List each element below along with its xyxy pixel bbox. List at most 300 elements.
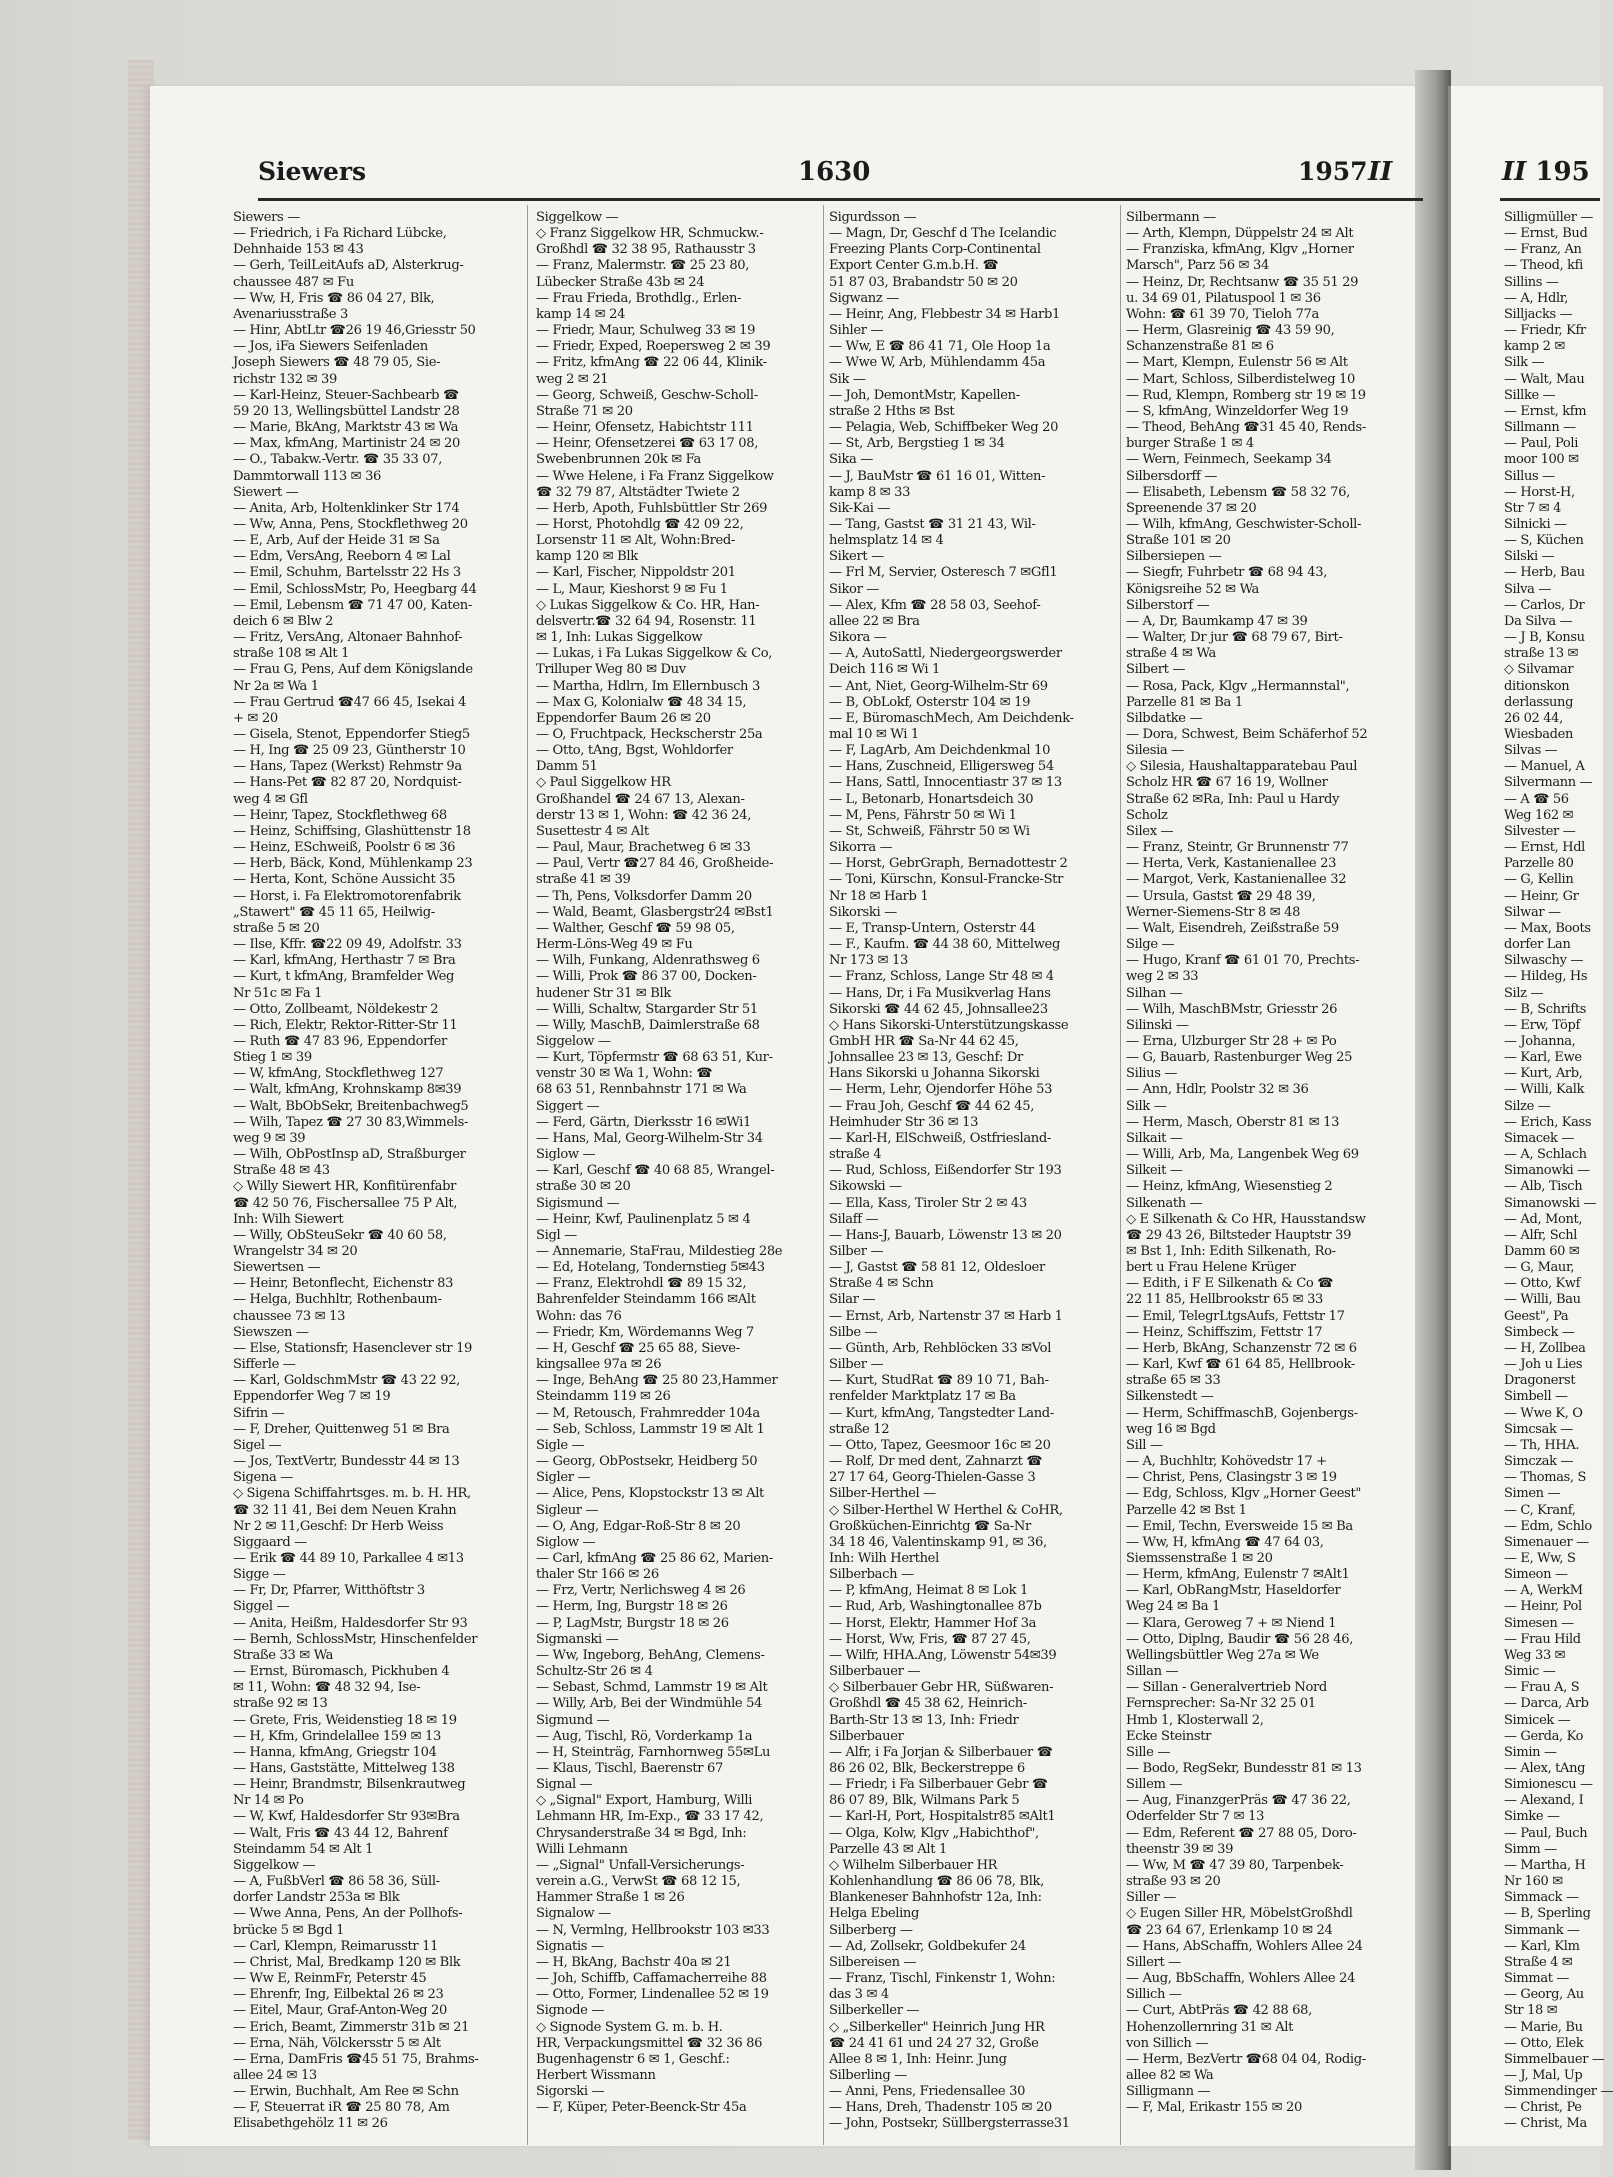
directory-entry: das 3 ✉ 4 [829, 1987, 889, 2003]
directory-entry: — Friedr, i Fa Silberbauer Gebr ☎ [829, 1777, 1048, 1793]
directory-entry: — Alfr, Schl [1504, 1227, 1578, 1243]
directory-entry: — Wilh, Funkang, Aldenrathsweg 6 [536, 953, 760, 969]
directory-entry: Barth-Str 13 ✉ 13, Inh: Friedr [829, 1712, 1019, 1728]
directory-entry: — Walt, BbObSekr, Breitenbachweg5 [233, 1098, 469, 1114]
directory-entry: — Emil, TelegrLtgsAufs, Fettstr 17 [1126, 1308, 1345, 1324]
directory-entry: ☎ 32 79 87, Altstädter Twiete 2 [536, 484, 740, 500]
directory-entry: — Eitel, Maur, Graf-Anton-Weg 20 [233, 2003, 447, 2019]
directory-entry: Chrysanderstraße 34 ✉ Bgd, Inh: [536, 1825, 747, 1841]
directory-entry: — Willi, Arb, Ma, Langenbek Weg 69 [1126, 1147, 1359, 1163]
directory-entry: — Ad, Zollsekr, Goldbekufer 24 [829, 1938, 1026, 1954]
directory-entry: — Edm, Referent ☎ 27 88 05, Doro- [1126, 1825, 1357, 1841]
directory-entry: Weg 33 ✉ [1504, 1647, 1566, 1663]
surname-heading: Simacek — [1504, 1130, 1574, 1146]
directory-entry: — Joh, Schiffb, Caffamacherreihe 88 [536, 1971, 767, 1987]
surname-heading: Silski — [1504, 549, 1555, 565]
surname-heading: Silwaschy — [1504, 953, 1584, 969]
directory-entry: Großhandel ☎ 24 67 13, Alexan- [536, 791, 745, 807]
directory-entry: — J, BauMstr ☎ 61 16 01, Witten- [829, 468, 1046, 484]
directory-entry: Eppendorfer Weg 7 ✉ 19 [233, 1389, 391, 1405]
directory-entry: — Horst, Photohdlg ☎ 42 09 22, [536, 516, 744, 532]
directory-entry: — B, Schrifts [1504, 1001, 1587, 1017]
surname-heading: Silberbauer — [829, 1664, 921, 1680]
directory-entry: — Bodo, RegSekr, Bundesstr 81 ✉ 13 [1126, 1761, 1362, 1776]
surname-heading: Simmelbauer — [1504, 2051, 1605, 2067]
directory-entry: — Franz, Steintr, Gr Brunnenstr 77 [1126, 840, 1349, 856]
directory-entry: Avenariusstraße 3 [233, 306, 348, 322]
surname-heading: Silwar — [1504, 904, 1561, 920]
directory-entry: Weg 24 ✉ Ba 1 [1126, 1599, 1221, 1615]
directory-entry: — Hans, Zuschneid, Elligersweg 54 [829, 759, 1054, 775]
directory-entry: ☎ 32 11 41, Bei dem Neuen Krahn [233, 1502, 457, 1518]
directory-entry: — Walt, Eisendreh, Zeißstraße 59 [1126, 920, 1339, 936]
directory-entry: Scholz HR ☎ 67 16 19, Wollner [1126, 775, 1328, 791]
directory-entry: — Ww, H, kfmAng ☎ 47 64 03, [1126, 1534, 1324, 1550]
directory-entry: ✉ Bst 1, Inh: Edith Silkenath, Ro- [1126, 1244, 1336, 1259]
directory-entry: — Kurt, Töpfermstr ☎ 68 63 51, Kur- [536, 1050, 773, 1066]
directory-entry: straße 65 ✉ 33 [1126, 1373, 1221, 1389]
directory-entry: — Ernst, Büromasch, Pickhuben 4 [233, 1664, 450, 1680]
directory-entry: — Siegfr, Fuhrbetr ☎ 68 94 43, [1126, 565, 1328, 581]
directory-entry: — Erwin, Buchhalt, Am Ree ✉ Schn [233, 2084, 459, 2100]
directory-entry: — A ☎ 56 [1504, 791, 1569, 807]
surname-heading: Silbersiepen — [1126, 549, 1222, 565]
surname-heading: Simicek — [1504, 1712, 1571, 1728]
directory-entry: — H, Kfm, Grindelallee 159 ✉ 13 [233, 1728, 441, 1744]
directory-entry: ◇ Willy Siewert HR, Konfitürenfabr [233, 1179, 457, 1195]
surname-heading: Sikowski — [829, 1179, 902, 1195]
directory-entry: — Otto, Diplng, Baudir ☎ 56 28 46, [1126, 1631, 1354, 1647]
directory-entry: — Seb, Schloss, Lammstr 19 ✉ Alt 1 [536, 1421, 765, 1437]
directory-entry: — J, Mal, Up [1504, 2067, 1583, 2083]
surname-heading: Sikorski — [829, 904, 897, 920]
directory-entry: — E, Transp-Untern, Osterstr 44 [829, 920, 1036, 936]
directory-entry: Lübecker Straße 43b ✉ 24 [536, 274, 705, 290]
directory-entry: delsvertr.☎ 32 64 94, Rosenstr. 11 [536, 613, 757, 629]
directory-entry: — Rud, Schloss, Eißendorfer Str 193 [829, 1163, 1062, 1179]
directory-entry: — Karl, kfmAng, Herthastr 7 ✉ Bra [233, 953, 456, 969]
directory-entry: — Karl, Ewe [1504, 1050, 1582, 1066]
directory-entry: — Manuel, A [1504, 759, 1585, 775]
directory-entry: — Grete, Fris, Weidenstieg 18 ✉ 19 [233, 1712, 457, 1728]
surname-heading: Sikert — [829, 549, 884, 565]
directory-entry: renfelder Marktplatz 17 ✉ Ba [829, 1389, 1016, 1405]
surname-heading: Silinski — [1126, 1017, 1189, 1033]
directory-entry: — Ww, Ingeborg, BehAng, Clemens- [536, 1647, 765, 1663]
directory-entry: — Curt, AbtPräs ☎ 42 88 68, [1126, 2003, 1312, 2019]
directory-entry: — Herm, SchiffmaschB, Gojenbergs- [1126, 1405, 1358, 1421]
directory-entry: — Mart, Schloss, Silberdistelweg 10 [1126, 371, 1356, 387]
directory-entry: — Horst, Elektr, Hammer Hof 3a [829, 1615, 1037, 1631]
directory-entry: — Toni, Kürschn, Konsul-Francke-Str [829, 872, 1064, 888]
directory-entry: — Erna, Ulzburger Str 28 + ✉ Po [1126, 1033, 1337, 1049]
directory-entry: — A, Hdlr, [1504, 290, 1569, 306]
directory-entry: — Karl, ObRangMstr, Haseldorfer [1126, 1583, 1341, 1599]
directory-entry: — Willy, ObSteuSekr ☎ 40 60 58, [233, 1227, 447, 1243]
directory-entry: — Paul, Maur, Brachetweg 6 ✉ 33 [536, 840, 751, 856]
directory-entry: allee 24 ✉ 13 [233, 2067, 317, 2083]
directory-entry: — Ww, H, Fris ☎ 86 04 27, Blk, [233, 290, 435, 306]
directory-entry: Inh: Wilh Herthel [829, 1550, 939, 1566]
surname-heading: Silk — [1126, 1098, 1167, 1114]
directory-entry: — Alexand, I [1504, 1793, 1584, 1809]
surname-heading: Sigwanz — [829, 290, 899, 306]
directory-entry: — B, Sperling [1504, 1906, 1591, 1922]
directory-entry: — Fritz, VersAng, Altonaer Bahnhof- [233, 630, 463, 646]
surname-heading: Sigmanski — [536, 1631, 619, 1647]
directory-entry: — N, Vermlng, Hellbrookstr 103 ✉33 [536, 1922, 770, 1938]
surname-heading: Silesia — [1126, 743, 1184, 759]
directory-entry: — Edith, i F E Silkenath & Co ☎ [1126, 1276, 1334, 1292]
directory-entry: — Pelagia, Web, Schiffbeker Weg 20 [829, 420, 1059, 436]
directory-entry: verein a.G., VerwSt ☎ 68 12 15, [536, 1874, 741, 1890]
directory-entry: hudener Str 31 ✉ Blk [536, 985, 671, 1001]
directory-entry: — Hanna, kfmAng, Griegstr 104 [233, 1744, 437, 1760]
directory-entry: ◇ Silvamar [1504, 662, 1574, 678]
directory-entry: Parzelle 81 ✉ Ba 1 [1126, 694, 1243, 710]
directory-entry: helmsplatz 14 ✉ 4 [829, 533, 944, 549]
directory-entry: — H, BkAng, Bachstr 40a ✉ 21 [536, 1954, 732, 1970]
directory-entry: Marsch", Parz 56 ✉ 34 [1126, 258, 1269, 274]
directory-entry: — Jos, iFa Siewers Seifenladen [233, 339, 428, 355]
directory-entry: Herm-Löns-Weg 49 ✉ Fu [536, 937, 693, 953]
directory-entry: — Hans, Dreh, Thadenstr 105 ✉ 20 [829, 2100, 1052, 2116]
directory-entry: — Ernst, Arb, Nartenstr 37 ✉ Harb 1 [829, 1308, 1063, 1324]
directory-entry: — Alex, tAng [1504, 1761, 1586, 1776]
directory-entry: ☎ 42 50 76, Fischersallee 75 P Alt, [233, 1195, 458, 1211]
directory-entry: derlassung [1504, 694, 1574, 710]
directory-entry: — Friedr, Exped, Roepersweg 2 ✉ 39 [536, 339, 771, 355]
directory-entry: Straße 62 ✉Ra, Inh: Paul u Hardy [1126, 791, 1340, 807]
surname-heading: Silhan — [1126, 985, 1183, 1001]
directory-entry: Steindamm 119 ✉ 26 [536, 1389, 671, 1405]
surname-heading: Silbe — [829, 1324, 878, 1340]
directory-entry: — Th, HHA. [1504, 1437, 1580, 1453]
directory-entry: Eppendorfer Baum 26 ✉ 20 [536, 710, 711, 726]
directory-entry: Freezing Plants Corp-Continental [829, 242, 1041, 258]
directory-entry: — Darca, Arb [1504, 1696, 1589, 1712]
directory-entry: — P, LagMstr, Burgstr 18 ✉ 26 [536, 1615, 729, 1631]
directory-entry: — Sebast, Schmd, Lammstr 19 ✉ Alt [536, 1680, 768, 1696]
directory-entry: ◇ Silberbauer Gebr HR, Süßwaren- [829, 1680, 1054, 1696]
directory-entry: ◇ Sigena Schiffahrtsges. m. b. H. HR, [233, 1486, 471, 1502]
surname-heading: Sigismund — [536, 1195, 620, 1211]
directory-entry: Lorsenstr 11 ✉ Alt, Wohn:Bred- [536, 533, 735, 549]
directory-entry: — Ilse, Kffr. ☎22 09 49, Adolfstr. 33 [233, 937, 462, 953]
directory-entry: — Kurt, Arb, [1504, 1066, 1583, 1082]
directory-entry: — Walt, kfmAng, Krohnskamp 8✉39 [233, 1082, 462, 1098]
next-header-year: 195 [1535, 157, 1590, 187]
directory-entry: — Frau Joh, Geschf ☎ 44 62 45, [829, 1098, 1035, 1114]
directory-entry: — Otto, Former, Lindenallee 52 ✉ 19 [536, 1987, 769, 2003]
surname-heading: Silberberg — [829, 1922, 913, 1938]
directory-entry: — Ehrenfr, Ing, Eilbektal 26 ✉ 23 [233, 1987, 444, 2003]
directory-entry: Geest", Pa [1504, 1308, 1569, 1324]
header-volume: II [1368, 157, 1393, 187]
directory-entry: — Franz, Schloss, Lange Str 48 ✉ 4 [829, 969, 1054, 985]
directory-entry: Inh: Wilh Siewert [233, 1211, 344, 1227]
directory-entry: — Hans-Pet ☎ 82 87 20, Nordquist- [233, 775, 462, 791]
surname-heading: Siglow — [536, 1534, 596, 1550]
directory-entry: Straße 71 ✉ 20 [536, 403, 633, 419]
directory-entry: kingsallee 97a ✉ 26 [536, 1357, 662, 1373]
directory-entry: — Christ, Ma [1504, 2116, 1587, 2132]
directory-entry: ☎ 23 64 67, Erlenkamp 10 ✉ 24 [1126, 1922, 1333, 1938]
directory-entry: — Anita, Heißm, Haldesdorfer Str 93 [233, 1615, 468, 1631]
directory-entry: Steindamm 54 ✉ Alt 1 [233, 1841, 374, 1857]
directory-entry: — Willi, Bau [1504, 1292, 1581, 1308]
directory-entry: weg 4 ✉ Gfl [233, 791, 308, 807]
directory-entry: dorfer Lan [1504, 937, 1571, 953]
surname-heading: Siewertsen — [233, 1260, 321, 1276]
directory-entry: — Horst, Ww, Fris, ☎ 87 27 45, [829, 1631, 1031, 1647]
directory-entry: Bugenhagenstr 6 ✉ 1, Geschf.: [536, 2051, 730, 2067]
surname-heading: Sigge — [233, 1567, 286, 1583]
directory-entry: — Heinz, kfmAng, Wiesenstieg 2 [1126, 1179, 1333, 1195]
directory-entry: — W, kfmAng, Stockflethweg 127 [233, 1066, 444, 1082]
directory-entry: — Elisabeth, Lebensm ☎ 58 32 76, [1126, 484, 1350, 500]
directory-entry: — Margot, Verk, Kastanienallee 32 [1126, 872, 1347, 888]
directory-entry: — Willy, Arb, Bei der Windmühle 54 [536, 1696, 763, 1712]
directory-entry: — Max, Boots [1504, 920, 1591, 936]
directory-entry: — Heinz, Dr, Rechtsanw ☎ 35 51 29 [1126, 274, 1359, 290]
directory-entry: — Friedr, Km, Wördemanns Weg 7 [536, 1324, 754, 1340]
directory-entry: — Herm, BezVertr ☎68 04 04, Rodig- [1126, 2051, 1366, 2067]
directory-entry: — Herm, Lehr, Ojendorfer Höhe 53 [829, 1082, 1053, 1098]
directory-entry: straße 13 ✉ [1504, 646, 1579, 662]
directory-entry: — Ernst, Bud [1504, 226, 1588, 242]
directory-entry: Straße 33 ✉ Wa [233, 1647, 334, 1663]
directory-entry: — Georg, Schweiß, Geschw-Scholl- [536, 387, 758, 403]
directory-entry: Oderfelder Str 7 ✉ 13 [1126, 1809, 1265, 1825]
surname-heading: Signatis — [536, 1938, 604, 1954]
directory-entry: — Hans, Mal, Georg-Wilhelm-Str 34 [536, 1130, 763, 1146]
page-header [258, 157, 1428, 197]
directory-entry: — Jos, TextVertr, Bundesstr 44 ✉ 13 [233, 1454, 460, 1470]
directory-entry: — P, kfmAng, Heimat 8 ✉ Lok 1 [829, 1583, 1029, 1599]
directory-entry: — Anita, Arb, Holtenklinker Str 174 [233, 500, 460, 516]
directory-entry: + ✉ 20 [233, 710, 278, 726]
directory-entry: — Hans, Tapez (Werkst) Rehmstr 9a [233, 759, 462, 775]
next-header-volume: II [1502, 157, 1527, 187]
surname-heading: Silvester — [1504, 823, 1576, 839]
surname-heading: Silaff — [829, 1211, 879, 1227]
directory-entry: deich 6 ✉ Blw 2 [233, 613, 334, 629]
directory-entry: Hmb 1, Klosterwall 2, [1126, 1712, 1264, 1728]
directory-entry: bert u Frau Helene Krüger [1126, 1260, 1296, 1276]
directory-entry: Wohn: das 76 [536, 1308, 622, 1324]
surname-heading: Sihler — [829, 323, 884, 339]
directory-entry: straße 5 ✉ 20 [233, 920, 320, 936]
directory-entry: u. 34 69 01, Pilatuspool 1 ✉ 36 [1126, 290, 1321, 306]
directory-entry: ◇ „Silberkeller" Heinrich Jung HR [829, 2019, 1045, 2035]
directory-entry: ◇ Franz Siggelkow HR, Schmuckw.- [536, 226, 764, 242]
directory-entry: burger Straße 1 ✉ 4 [1126, 436, 1254, 452]
surname-heading: Sifferle — [233, 1357, 296, 1373]
directory-entry: — Gerh, TeilLeitAufs aD, Alsterkrug- [233, 258, 464, 274]
surname-heading: Simmat — [1504, 1971, 1570, 1987]
surname-heading: Sika — [829, 452, 874, 468]
directory-entry: — A, AutoSattl, Niedergeorgswerder [829, 646, 1062, 662]
directory-entry: — H, Steinträg, Farnhornweg 55✉Lu [536, 1744, 771, 1760]
directory-entry: — Frau G, Pens, Auf dem Königslande [233, 662, 473, 678]
directory-entry: — Paul, Buch [1504, 1825, 1588, 1841]
directory-entry: — Alb, Tisch [1504, 1179, 1583, 1195]
directory-entry: Dehnhaide 153 ✉ 43 [233, 242, 364, 258]
directory-entry: GmbH HR ☎ Sa-Nr 44 62 45, [829, 1033, 1019, 1049]
header-surname: Siewers [258, 157, 367, 186]
directory-entry: Joseph Siewers ☎ 48 79 05, Sie- [233, 355, 441, 371]
directory-entry: Susettestr 4 ✉ Alt [536, 823, 649, 839]
directory-entry: weg 2 ✉ 21 [536, 371, 609, 387]
directory-entry: — Erna, DamFris ☎45 51 75, Brahms- [233, 2051, 479, 2067]
directory-entry: — Karl, GoldschmMstr ☎ 43 22 92, [233, 1373, 460, 1389]
directory-entry: ◇ Hans Sikorski-Unterstützungskasse [829, 1017, 1069, 1033]
directory-entry: — W, Kwf, Haldesdorfer Str 93✉Bra [233, 1809, 460, 1825]
surname-heading: Simcsak — [1504, 1421, 1573, 1437]
directory-entry: — Heinr, Pol [1504, 1599, 1582, 1615]
directory-entry: — Arth, Klempn, Düppelstr 24 ✉ Alt [1126, 226, 1354, 242]
directory-entry: — Frau A, S [1504, 1680, 1580, 1696]
directory-entry: — Wilh, ObPostInsp aD, Straßburger [233, 1147, 466, 1163]
surname-heading: Silligmann — [1126, 2084, 1211, 2100]
surname-heading: Silar — [829, 1292, 876, 1308]
surname-heading: Sigmund — [536, 1712, 610, 1728]
directory-entry: Großhdl ☎ 32 38 95, Rathausstr 3 [536, 242, 756, 258]
surname-heading: Silber — [829, 1244, 884, 1259]
directory-entry: — Wwe W, Arb, Mühlendamm 45a [829, 355, 1046, 371]
column-divider [823, 205, 824, 2145]
directory-entry: ◇ „Signal" Export, Hamburg, Willi [536, 1793, 753, 1809]
directory-entry: Hammer Straße 1 ✉ 26 [536, 1890, 685, 1906]
directory-entry: Deich 116 ✉ Wi 1 [829, 662, 940, 678]
directory-entry: Parzelle 42 ✉ Bst 1 [1126, 1502, 1247, 1518]
directory-entry: Damm 60 ✉ [1504, 1244, 1580, 1259]
surname-heading: Sigel — [233, 1437, 282, 1453]
directory-entry: — Frz, Vertr, Nerlichsweg 4 ✉ 26 [536, 1583, 746, 1599]
directory-entry: kamp 120 ✉ Blk [536, 549, 638, 565]
directory-entry: — Walther, Geschf ☎ 59 98 05, [536, 920, 735, 936]
directory-entry: — F, Mal, Erikastr 155 ✉ 20 [1126, 2100, 1302, 2116]
surname-heading: Sigle — [536, 1437, 585, 1453]
directory-entry: 22 11 85, Hellbrookstr 65 ✉ 33 [1126, 1292, 1324, 1308]
directory-entry: — Wwe Anna, Pens, An der Pollhofs- [233, 1906, 463, 1922]
directory-entry: — St, Arb, Bergstieg 1 ✉ 34 [829, 436, 1005, 452]
directory-entry: — Heinz, Schiffsing, Glashüttenstr 18 [233, 823, 471, 839]
surname-heading: Silge — [1126, 937, 1175, 953]
directory-entry: — M, Retousch, Frahmredder 104a [536, 1405, 760, 1421]
surname-heading: Simenauer — [1504, 1534, 1589, 1550]
surname-heading: Sik-Kai — [829, 500, 891, 516]
directory-entry: ☎ 29 43 26, Biltsteder Hauptstr 39 [1126, 1227, 1352, 1243]
directory-entry: — Georg, Au [1504, 1987, 1584, 2003]
directory-entry: straße 92 ✉ 13 [233, 1696, 328, 1712]
directory-entry: — Magn, Dr, Geschf d The Icelandic [829, 226, 1057, 242]
directory-entry: — Heinr, Ang, Flebbestr 34 ✉ Harb1 [829, 306, 1060, 322]
directory-entry: — G, Bauarb, Rastenburger Weg 25 [1126, 1050, 1353, 1066]
surname-heading: Sikor — [829, 581, 880, 597]
directory-entry: Parzelle 80 [1504, 856, 1574, 872]
directory-entry: — Kurt, t kfmAng, Bramfelder Weg [233, 969, 455, 985]
directory-entry: — O, Ang, Edgar-Roß-Str 8 ✉ 20 [536, 1518, 741, 1534]
surname-heading: Simmendinger — [1504, 2084, 1613, 2100]
directory-column-1 [233, 210, 518, 2133]
surname-heading: Sigl — [536, 1227, 577, 1243]
surname-heading: Siggert — [536, 1098, 600, 1114]
directory-entry: — Walt, Mau [1504, 371, 1585, 387]
directory-entry: Lehmann HR, Im-Exp., ☎ 33 17 42, [536, 1809, 764, 1825]
surname-heading: Simionescu — [1504, 1777, 1593, 1793]
directory-entry: — Heinr, Betonflecht, Eichenstr 83 [233, 1276, 454, 1292]
directory-entry: — Emil, SchlossMstr, Po, Heegbarg 44 [233, 581, 477, 597]
surname-heading: Sillem — [1126, 1777, 1183, 1793]
directory-entry: — Ursula, Gastst ☎ 29 48 39, [1126, 888, 1316, 904]
directory-entry: allee 82 ✉ Wa [1126, 2067, 1214, 2083]
directory-entry: — Hans, Dr, i Fa Musikverlag Hans [829, 985, 1051, 1001]
directory-entry: — Klaus, Tischl, Baerenstr 67 [536, 1761, 723, 1776]
next-header-rule [1500, 198, 1600, 201]
directory-entry: Blankeneser Bahnhofstr 12a, Inh: [829, 1890, 1042, 1906]
directory-entry: Großhdl ☎ 45 38 62, Heinrich- [829, 1696, 1027, 1712]
directory-entry: — Lukas, i Fa Lukas Siggelkow & Co, [536, 646, 773, 662]
surname-heading: Silz — [1504, 985, 1544, 1001]
directory-entry: — Ww, M ☎ 47 39 80, Tarpenbek- [1126, 1857, 1344, 1873]
surname-heading: Sillke — [1504, 387, 1556, 403]
directory-entry: — J, Gastst ☎ 58 81 12, Oldesloer [829, 1260, 1045, 1276]
directory-entry: — Herm, Masch, Oberstr 81 ✉ 13 [1126, 1114, 1340, 1130]
directory-entry: 26 02 44, [1504, 710, 1563, 726]
directory-entry: — Christ, Pens, Clasingstr 3 ✉ 19 [1126, 1470, 1337, 1486]
directory-entry: — Christ, Mal, Bredkamp 120 ✉ Blk [233, 1954, 461, 1970]
directory-entry: — Theod, BehAng ☎31 45 40, Rends- [1126, 420, 1366, 436]
surname-heading: Sigena — [233, 1470, 293, 1486]
directory-entry: — Ella, Kass, Tiroler Str 2 ✉ 43 [829, 1195, 1027, 1211]
surname-heading: Simesen — [1504, 1615, 1574, 1631]
directory-entry: — Karl, Klm [1504, 1938, 1580, 1954]
surname-heading: Silkenath — [1126, 1195, 1203, 1211]
directory-entry: straße 4 ✉ Wa [1126, 646, 1216, 662]
directory-entry: — L, Maur, Kieshorst 9 ✉ Fu 1 [536, 581, 728, 597]
directory-entry: — Gisela, Stenot, Eppendorfer Stieg5 [233, 727, 470, 742]
directory-entry: — Tang, Gastst ☎ 31 21 43, Wil- [829, 516, 1036, 532]
surname-heading: Simbell — [1504, 1389, 1568, 1405]
directory-entry: ◇ Eugen Siller HR, MöbelstGroßhdl [1126, 1906, 1353, 1922]
surname-heading: Siggelkow — [233, 1857, 316, 1873]
directory-entry: straße 41 ✉ 39 [536, 872, 631, 888]
directory-entry: 86 07 89, Blk, Wilmans Park 5 [829, 1793, 1020, 1809]
directory-entry: Schultz-Str 26 ✉ 4 [536, 1664, 653, 1680]
directory-entry: — B, ObLokf, Osterstr 104 ✉ 19 [829, 694, 1031, 710]
directory-entry: — Aug, FinanzgerPräs ☎ 47 36 22, [1126, 1793, 1351, 1809]
directory-entry: — C, Kranf, [1504, 1502, 1576, 1518]
directory-entry: theenstr 39 ✉ 39 [1126, 1841, 1234, 1857]
surname-heading: Simke — [1504, 1809, 1560, 1825]
directory-entry: — Wilh, kfmAng, Geschwister-Scholl- [1126, 516, 1362, 532]
surname-heading: Silius — [1126, 1066, 1178, 1082]
directory-entry: — Walt, Fris ☎ 43 44 12, Bahrenf [233, 1825, 448, 1841]
surname-heading: Silbersdorff — [1126, 468, 1218, 484]
directory-entry: — Annemarie, StaFrau, Mildestieg 28e [536, 1244, 783, 1259]
directory-entry: — A, Dr, Baumkamp 47 ✉ 39 [1126, 613, 1308, 629]
directory-entry: — Karl-Heinz, Steuer-Sachbearb ☎ [233, 387, 459, 403]
directory-entry: Straße 101 ✉ 20 [1126, 533, 1231, 549]
directory-entry: — Wilh, MaschBMstr, Griesstr 26 [1126, 1001, 1338, 1017]
directory-entry: — Joh, DemontMstr, Kapellen- [829, 387, 1020, 403]
directory-entry: — Hans, Gaststätte, Mittelweg 138 [233, 1761, 455, 1776]
directory-entry: — Wald, Beamt, Glasbergstr24 ✉Bst1 [536, 904, 774, 920]
directory-entry: — Ad, Mont, [1504, 1211, 1583, 1227]
surname-heading: Sillmann — [1504, 420, 1576, 436]
